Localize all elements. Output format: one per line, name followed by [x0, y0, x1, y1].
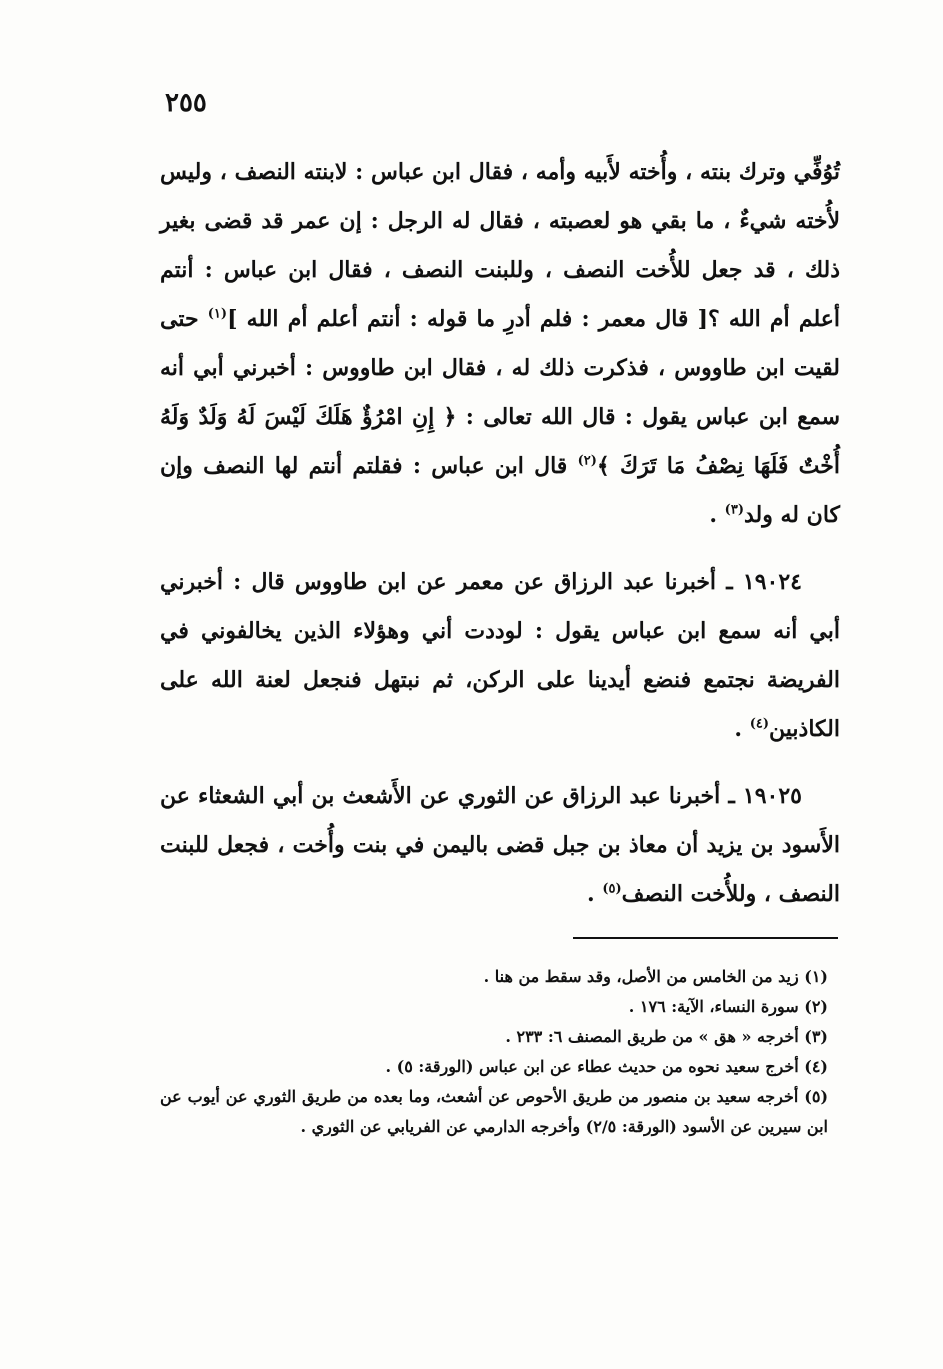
footnote-4: (٤) أخرج سعيد نحوه من حديث عطاء عن ابن عباس (الورقة: ٥) .	[385, 1057, 828, 1076]
paragraph-gap	[160, 754, 840, 772]
paragraph-1	[160, 148, 840, 540]
page-number: ٢٥٥	[165, 88, 207, 118]
paragraph-gap	[160, 540, 840, 558]
paragraph-text: .	[587, 881, 603, 907]
paragraph-hadith-19024	[160, 558, 840, 754]
footnote-3: (٣) أخرجه « هق » من طريق المصنف ٦: ٢٣٣ .	[505, 1027, 828, 1046]
footnote-ref-1: (١)	[207, 306, 228, 322]
paragraph-text: ١٩٠٢٥ ـ أخبرنا عبد الرزاق عن الثوري عن الأَشعث بن أبي الشعثاء عن الأَسود بن يزيد أن معاذ بن جبل قضى باليمن في بنت وأُخت ، فجعل للبنت النصف ، وللأُخت النصف	[160, 783, 840, 907]
paragraph-text: ١٩٠٢٤ ـ أخبرنا عبد الرزاق عن معمر عن ابن طاووس قال : أخبرني أبي أنه سمع ابن عباس يقول : لوددت أني وهؤلاء الذين يخالفوني في الفريضة نجتمع فنضع أيدينا على الركن، ثم نبتهل فنجعل لعنة الله على الكاذبين	[160, 569, 840, 742]
paragraph-text: .	[734, 716, 750, 742]
footnote-1: (١) زيد من الخامس من الأصل، وقد سقط من هنا .	[483, 967, 828, 986]
footnote-divider	[573, 937, 838, 939]
footnote-ref-2: (٢)	[577, 453, 597, 469]
paragraph-text: حتى لقيت ابن طاووس ، فذكرت ذلك له ، فقال ابن طاووس : أخبرني أبي أنه سمع ابن عباس يقول : قال الله تعالى : ﴿ إِنِ امْرُؤٌ هَلَكَ لَيْسَ لَهُ وَلَدٌ وَلَهُ أُخْتٌ فَلَهَا نِصْفُ مَا تَرَكَ ﴾	[160, 306, 840, 479]
footnote-5: (٥) أخرجه سعيد بن منصور من طريق الأحوص عن أشعث، وما بعده من طريق الثوري عن أيوب عن ابن سيرين عن الأسود (الورقة: ٢/٥) وأخرجه الدارمي عن الفريابي عن الثوري .	[160, 1087, 829, 1136]
main-text	[160, 148, 840, 919]
footnote-ref-3: (٣)	[724, 502, 744, 518]
footnote-2: (٢) سورة النساء، الآية: ١٧٦ .	[628, 997, 828, 1016]
footnote-ref-5: (٥)	[602, 881, 622, 897]
footnote-ref-4: (٤)	[749, 716, 770, 732]
paragraph-text: .	[709, 502, 725, 528]
paragraph-hadith-19025	[160, 772, 840, 919]
paragraph-text: تُوُفِّي وترك بنته ، وأُخته لأَبيه وأمه ، فقال ابن عباس : لابنته النصف ، وليس لأُخته شيءٌ ، ما بقي هو لعصبته ، فقال له الرجل : إن عمر قد قضى بغير ذلك ، قد جعل للأُخت النصف ، وللبنت النصف ، فقال ابن عباس : أنتم أعلم أم الله ؟[ قال معمر : فلم أدرِ ما قوله : أنتم أعلم أم الله ]	[160, 159, 841, 332]
footnotes	[160, 962, 840, 1142]
paragraph-text: قال ابن عباس : فقلتم أنتم لها النصف وإن كان له ولد	[160, 453, 840, 528]
